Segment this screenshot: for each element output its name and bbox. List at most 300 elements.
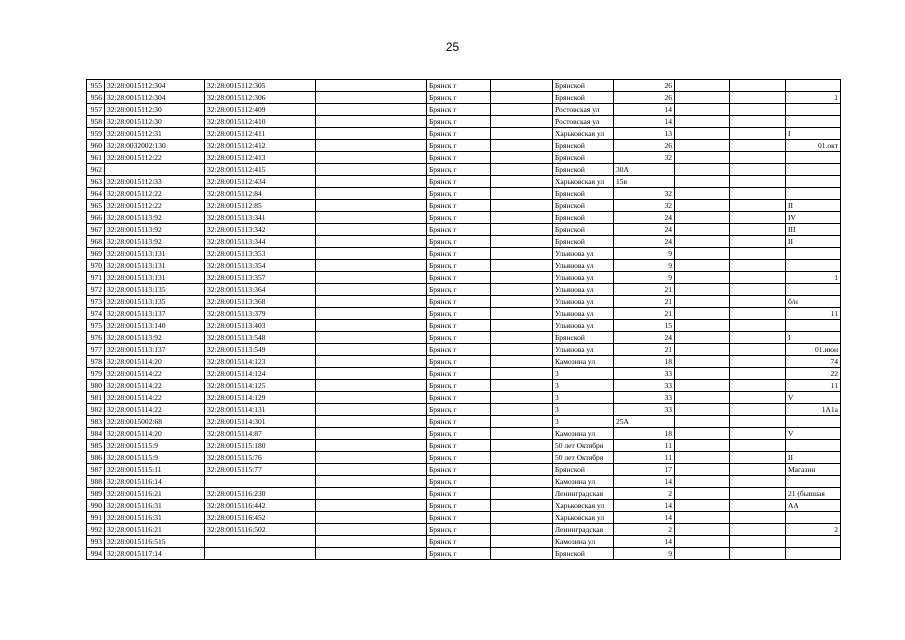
street-cell: 3 xyxy=(553,368,614,380)
street-cell: Брянской xyxy=(553,332,614,344)
house-number-cell: 15 xyxy=(614,320,675,332)
street-cell: Брянской xyxy=(553,548,614,560)
city-cell: Брянск г xyxy=(427,92,491,104)
house-number-cell: 25А xyxy=(614,416,675,428)
empty-cell xyxy=(316,164,427,176)
house-number-cell: 26 xyxy=(614,140,675,152)
empty-cell xyxy=(316,440,427,452)
street-cell: Брянской xyxy=(553,152,614,164)
empty-cell xyxy=(491,368,553,380)
empty-cell xyxy=(316,284,427,296)
empty-cell xyxy=(316,152,427,164)
empty-cell xyxy=(675,320,730,332)
house-number-cell: 9 xyxy=(614,548,675,560)
row-number-cell: 987 xyxy=(87,464,105,476)
empty-cell xyxy=(491,224,553,236)
empty-cell xyxy=(675,116,730,128)
empty-cell xyxy=(491,380,553,392)
city-cell: Брянск г xyxy=(427,284,491,296)
house-number-cell: 9 xyxy=(614,260,675,272)
table-row xyxy=(87,380,841,392)
table-row xyxy=(87,392,841,404)
house-number-cell: 18 xyxy=(614,356,675,368)
empty-cell xyxy=(730,500,786,512)
city-cell: Брянск г xyxy=(427,500,491,512)
house-number-cell: 26 xyxy=(614,92,675,104)
row-number-cell: 983 xyxy=(87,416,105,428)
street-cell: Ульянова ул xyxy=(553,296,614,308)
empty-cell xyxy=(730,356,786,368)
house-number-cell: 24 xyxy=(614,236,675,248)
house-number-cell: 24 xyxy=(614,332,675,344)
room-cell xyxy=(786,260,841,272)
parcel-number-cell: 32:28:0015113:131 xyxy=(105,248,205,260)
empty-cell xyxy=(491,500,553,512)
empty-cell xyxy=(675,344,730,356)
parcel-number-cell xyxy=(105,164,205,176)
parcel-number-cell: 32:28:0015116:21 xyxy=(105,524,205,536)
object-number-cell: 32:28:0015114:131 xyxy=(205,404,316,416)
row-number-cell: 960 xyxy=(87,140,105,152)
empty-cell xyxy=(491,428,553,440)
empty-cell xyxy=(316,512,427,524)
parcel-number-cell: 32:28:0015116:31 xyxy=(105,512,205,524)
table-row xyxy=(87,308,841,320)
street-cell: Ульянова ул xyxy=(553,284,614,296)
room-cell: 21 (бывшая xyxy=(786,488,841,500)
object-number-cell: 32:28:0015113:364 xyxy=(205,284,316,296)
object-number-cell: 32:28:0015114:129 xyxy=(205,392,316,404)
house-number-cell: 18 xyxy=(614,428,675,440)
object-number-cell: 32:28:0015113:353 xyxy=(205,248,316,260)
object-number-cell: 32:28:0015114:301 xyxy=(205,416,316,428)
table-row xyxy=(87,176,841,188)
room-cell xyxy=(786,476,841,488)
empty-cell xyxy=(316,260,427,272)
street-cell: Брянской xyxy=(553,80,614,92)
empty-cell xyxy=(730,248,786,260)
parcel-number-cell: 32:28:0015116:515 xyxy=(105,536,205,548)
empty-cell xyxy=(675,464,730,476)
room-cell: I xyxy=(786,332,841,344)
row-number-cell: 970 xyxy=(87,260,105,272)
table-row xyxy=(87,344,841,356)
row-number-cell: 991 xyxy=(87,512,105,524)
empty-cell xyxy=(730,320,786,332)
room-cell xyxy=(786,116,841,128)
empty-cell xyxy=(730,140,786,152)
house-number-cell: 11 xyxy=(614,452,675,464)
row-number-cell: 994 xyxy=(87,548,105,560)
table-row xyxy=(87,116,841,128)
empty-cell xyxy=(491,164,553,176)
table-row xyxy=(87,320,841,332)
city-cell: Брянск г xyxy=(427,272,491,284)
row-number-cell: 962 xyxy=(87,164,105,176)
object-number-cell: 32:28:0015113:357 xyxy=(205,272,316,284)
table-row xyxy=(87,428,841,440)
object-number-cell: 32:28:0015113:379 xyxy=(205,308,316,320)
empty-cell xyxy=(675,440,730,452)
empty-cell xyxy=(730,428,786,440)
row-number-cell: 977 xyxy=(87,344,105,356)
empty-cell xyxy=(491,212,553,224)
parcel-number-cell: 32:28:0015112:33 xyxy=(105,176,205,188)
city-cell: Брянск г xyxy=(427,464,491,476)
empty-cell xyxy=(491,80,553,92)
parcel-number-cell: 32:28:0015112:22 xyxy=(105,188,205,200)
street-cell: Ульянова ул xyxy=(553,260,614,272)
row-number-cell: 969 xyxy=(87,248,105,260)
house-number-cell: 13 xyxy=(614,128,675,140)
row-number-cell: 966 xyxy=(87,212,105,224)
object-number-cell: 32:28:0015112:409 xyxy=(205,104,316,116)
empty-cell xyxy=(491,440,553,452)
object-number-cell: 32:28:0015112:306 xyxy=(205,92,316,104)
parcel-number-cell: 32:28:0015113:135 xyxy=(105,284,205,296)
object-number-cell: 32:28:0015113:341 xyxy=(205,212,316,224)
empty-cell xyxy=(316,464,427,476)
city-cell: Брянск г xyxy=(427,164,491,176)
empty-cell xyxy=(730,176,786,188)
empty-cell xyxy=(316,536,427,548)
registry-table-body xyxy=(87,80,841,560)
row-number-cell: 978 xyxy=(87,356,105,368)
table-row xyxy=(87,524,841,536)
object-number-cell: 32:28:0015113:549 xyxy=(205,344,316,356)
empty-cell xyxy=(491,92,553,104)
room-cell: 2 xyxy=(786,524,841,536)
street-cell: Камозина ул xyxy=(553,356,614,368)
empty-cell xyxy=(730,392,786,404)
empty-cell xyxy=(675,452,730,464)
house-number-cell: 14 xyxy=(614,116,675,128)
city-cell: Брянск г xyxy=(427,320,491,332)
empty-cell xyxy=(491,152,553,164)
empty-cell xyxy=(730,476,786,488)
city-cell: Брянск г xyxy=(427,200,491,212)
empty-cell xyxy=(675,332,730,344)
table-row xyxy=(87,92,841,104)
empty-cell xyxy=(675,500,730,512)
empty-cell xyxy=(675,296,730,308)
empty-cell xyxy=(730,224,786,236)
empty-cell xyxy=(730,344,786,356)
empty-cell xyxy=(491,392,553,404)
empty-cell xyxy=(491,452,553,464)
room-cell xyxy=(786,548,841,560)
street-cell: 3 xyxy=(553,404,614,416)
empty-cell xyxy=(491,272,553,284)
empty-cell xyxy=(491,548,553,560)
empty-cell xyxy=(675,128,730,140)
empty-cell xyxy=(491,320,553,332)
empty-cell xyxy=(730,260,786,272)
empty-cell xyxy=(675,488,730,500)
table-row xyxy=(87,140,841,152)
row-number-cell: 988 xyxy=(87,476,105,488)
street-cell: Ленинградская xyxy=(553,488,614,500)
empty-cell xyxy=(316,200,427,212)
empty-cell xyxy=(491,404,553,416)
house-number-cell: 30А xyxy=(614,164,675,176)
city-cell: Брянск г xyxy=(427,80,491,92)
object-number-cell: 32:28:0015116:230 xyxy=(205,488,316,500)
empty-cell xyxy=(491,296,553,308)
parcel-number-cell: 32:28:0015113:92 xyxy=(105,332,205,344)
empty-cell xyxy=(316,128,427,140)
table-row xyxy=(87,296,841,308)
empty-cell xyxy=(675,392,730,404)
house-number-cell: 9 xyxy=(614,272,675,284)
parcel-number-cell: 32:28:0015113:137 xyxy=(105,344,205,356)
empty-cell xyxy=(730,464,786,476)
parcel-number-cell: 32:28:0015112:304 xyxy=(105,80,205,92)
row-number-cell: 957 xyxy=(87,104,105,116)
empty-cell xyxy=(491,416,553,428)
empty-cell xyxy=(675,308,730,320)
street-cell: Ульянова ул xyxy=(553,344,614,356)
empty-cell xyxy=(491,344,553,356)
object-number-cell: 32:28:0015112:413 xyxy=(205,152,316,164)
object-number-cell: 32:28:0015113:368 xyxy=(205,296,316,308)
parcel-number-cell: 32:28:0015002:68 xyxy=(105,416,205,428)
table-row xyxy=(87,488,841,500)
row-number-cell: 973 xyxy=(87,296,105,308)
row-number-cell: 961 xyxy=(87,152,105,164)
empty-cell xyxy=(316,488,427,500)
room-cell xyxy=(786,284,841,296)
street-cell: Камозина ул xyxy=(553,428,614,440)
empty-cell xyxy=(316,212,427,224)
city-cell: Брянск г xyxy=(427,428,491,440)
house-number-cell: 14 xyxy=(614,512,675,524)
parcel-number-cell: 32:28:0015114:22 xyxy=(105,380,205,392)
empty-cell xyxy=(675,140,730,152)
street-cell: Харьковская ул xyxy=(553,176,614,188)
object-number-cell: 32:28:0015115:77 xyxy=(205,464,316,476)
street-cell: Брянской xyxy=(553,140,614,152)
room-cell: 1 xyxy=(786,92,841,104)
street-cell: 3 xyxy=(553,416,614,428)
city-cell: Брянск г xyxy=(427,140,491,152)
table-row xyxy=(87,104,841,116)
house-number-cell: 14 xyxy=(614,500,675,512)
empty-cell xyxy=(675,536,730,548)
empty-cell xyxy=(730,548,786,560)
room-cell: 22 xyxy=(786,368,841,380)
row-number-cell: 979 xyxy=(87,368,105,380)
parcel-number-cell: 32:28:0015113:92 xyxy=(105,224,205,236)
table-row xyxy=(87,284,841,296)
empty-cell xyxy=(316,380,427,392)
empty-cell xyxy=(730,272,786,284)
parcel-number-cell: 32:28:0015116:21 xyxy=(105,488,205,500)
city-cell: Брянск г xyxy=(427,152,491,164)
house-number-cell: 21 xyxy=(614,308,675,320)
row-number-cell: 990 xyxy=(87,500,105,512)
parcel-number-cell: 32:28:0015113:140 xyxy=(105,320,205,332)
empty-cell xyxy=(730,92,786,104)
city-cell: Брянск г xyxy=(427,344,491,356)
empty-cell xyxy=(730,488,786,500)
empty-cell xyxy=(316,80,427,92)
city-cell: Брянск г xyxy=(427,392,491,404)
table-row xyxy=(87,332,841,344)
empty-cell xyxy=(316,368,427,380)
house-number-cell: 32 xyxy=(614,152,675,164)
room-cell: 11 xyxy=(786,308,841,320)
room-cell: II xyxy=(786,452,841,464)
city-cell: Брянск г xyxy=(427,440,491,452)
empty-cell xyxy=(491,140,553,152)
empty-cell xyxy=(730,104,786,116)
object-number-cell: 32:28:0015113:403 xyxy=(205,320,316,332)
empty-cell xyxy=(675,260,730,272)
parcel-number-cell: 32:28:0015113:92 xyxy=(105,212,205,224)
room-cell xyxy=(786,152,841,164)
table-row xyxy=(87,464,841,476)
table-row xyxy=(87,404,841,416)
city-cell: Брянск г xyxy=(427,128,491,140)
room-cell: 1 xyxy=(786,272,841,284)
empty-cell xyxy=(675,104,730,116)
parcel-number-cell: 32:28:0015114:22 xyxy=(105,404,205,416)
city-cell: Брянск г xyxy=(427,416,491,428)
city-cell: Брянск г xyxy=(427,476,491,488)
empty-cell xyxy=(491,284,553,296)
street-cell: Брянской xyxy=(553,224,614,236)
house-number-cell: 14 xyxy=(614,536,675,548)
empty-cell xyxy=(316,236,427,248)
table-row xyxy=(87,248,841,260)
row-number-cell: 963 xyxy=(87,176,105,188)
object-number-cell: 32:28:0015113:354 xyxy=(205,260,316,272)
row-number-cell: 956 xyxy=(87,92,105,104)
object-number-cell: 32:28:0015114:124 xyxy=(205,368,316,380)
empty-cell xyxy=(491,128,553,140)
empty-cell xyxy=(316,476,427,488)
city-cell: Брянск г xyxy=(427,524,491,536)
house-number-cell: 32 xyxy=(614,188,675,200)
street-cell: Брянской xyxy=(553,188,614,200)
parcel-number-cell: 32:28:0015113:135 xyxy=(105,296,205,308)
empty-cell xyxy=(491,536,553,548)
row-number-cell: 981 xyxy=(87,392,105,404)
empty-cell xyxy=(730,116,786,128)
table-row xyxy=(87,440,841,452)
street-cell: Брянской xyxy=(553,236,614,248)
house-number-cell: 24 xyxy=(614,212,675,224)
table-row xyxy=(87,260,841,272)
empty-cell xyxy=(675,284,730,296)
object-number-cell: 32:28:0015112:84 xyxy=(205,188,316,200)
parcel-number-cell: 32:28:0015113:92 xyxy=(105,236,205,248)
empty-cell xyxy=(316,428,427,440)
table-row xyxy=(87,188,841,200)
room-cell: 11 xyxy=(786,380,841,392)
table-row xyxy=(87,152,841,164)
table-row xyxy=(87,272,841,284)
row-number-cell: 955 xyxy=(87,80,105,92)
registry-table xyxy=(86,79,841,560)
row-number-cell: 982 xyxy=(87,404,105,416)
parcel-number-cell: 32:28:0015112:22 xyxy=(105,200,205,212)
parcel-number-cell: 32:28:0015113:131 xyxy=(105,260,205,272)
object-number-cell: 32:28:0015115:180 xyxy=(205,440,316,452)
table-row xyxy=(87,452,841,464)
street-cell: Ленинградская xyxy=(553,524,614,536)
table-row xyxy=(87,212,841,224)
room-cell xyxy=(786,176,841,188)
empty-cell xyxy=(675,212,730,224)
empty-cell xyxy=(316,140,427,152)
street-cell: 3 xyxy=(553,392,614,404)
table-row xyxy=(87,128,841,140)
object-number-cell: 32:28:0015112:85 xyxy=(205,200,316,212)
room-cell xyxy=(786,320,841,332)
empty-cell xyxy=(730,188,786,200)
empty-cell xyxy=(491,176,553,188)
row-number-cell: 968 xyxy=(87,236,105,248)
room-cell: 01.окт xyxy=(786,140,841,152)
empty-cell xyxy=(675,248,730,260)
empty-cell xyxy=(675,380,730,392)
row-number-cell: 989 xyxy=(87,488,105,500)
empty-cell xyxy=(730,284,786,296)
empty-cell xyxy=(675,200,730,212)
city-cell: Брянск г xyxy=(427,332,491,344)
empty-cell xyxy=(491,308,553,320)
empty-cell xyxy=(730,536,786,548)
empty-cell xyxy=(730,416,786,428)
parcel-number-cell: 32:28:0015112:22 xyxy=(105,152,205,164)
empty-cell xyxy=(675,524,730,536)
city-cell: Брянск г xyxy=(427,512,491,524)
object-number-cell: 32:28:0015112:412 xyxy=(205,140,316,152)
room-cell xyxy=(786,248,841,260)
house-number-cell: 21 xyxy=(614,284,675,296)
object-number-cell: 32:28:0015113:342 xyxy=(205,224,316,236)
street-cell: Ростовская ул xyxy=(553,104,614,116)
parcel-number-cell: 32:28:0015116:14 xyxy=(105,476,205,488)
empty-cell xyxy=(316,500,427,512)
room-cell xyxy=(786,512,841,524)
room-cell: II xyxy=(786,236,841,248)
house-number-cell: 24 xyxy=(614,224,675,236)
empty-cell xyxy=(491,524,553,536)
parcel-number-cell: 32:28:0015113:131 xyxy=(105,272,205,284)
empty-cell xyxy=(316,320,427,332)
room-cell xyxy=(786,164,841,176)
object-number-cell: 32:28:0015114:87 xyxy=(205,428,316,440)
house-number-cell: 11 xyxy=(614,440,675,452)
street-cell: 50 лет Октября xyxy=(553,440,614,452)
room-cell: 01.июн xyxy=(786,344,841,356)
parcel-number-cell: 32:28:0015116:31 xyxy=(105,500,205,512)
empty-cell xyxy=(316,224,427,236)
empty-cell xyxy=(675,404,730,416)
empty-cell xyxy=(675,368,730,380)
empty-cell xyxy=(730,152,786,164)
room-cell: V xyxy=(786,428,841,440)
table-row xyxy=(87,200,841,212)
street-cell: Ульянова ул xyxy=(553,272,614,284)
table-row xyxy=(87,500,841,512)
empty-cell xyxy=(491,488,553,500)
city-cell: Брянск г xyxy=(427,296,491,308)
street-cell: Ульянова ул xyxy=(553,248,614,260)
